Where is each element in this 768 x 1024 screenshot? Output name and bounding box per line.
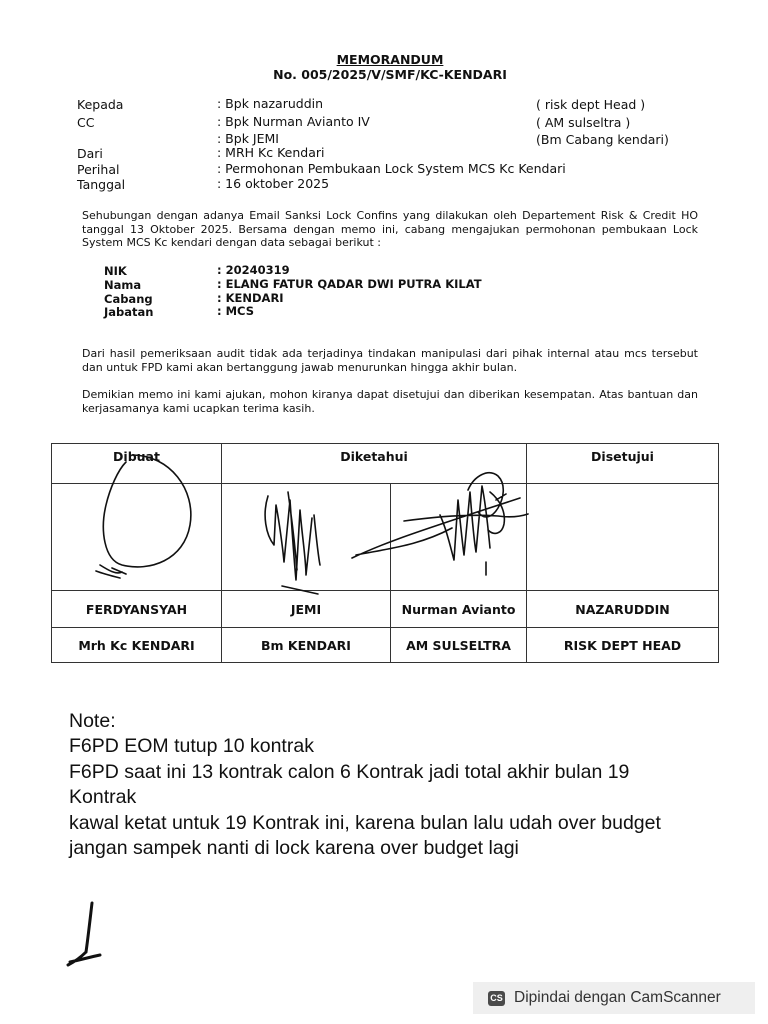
note-line-6: jangan sampek nanti di lock karena over budget lagi: [69, 837, 519, 859]
signature-cell-risk: [527, 484, 719, 591]
header-note-cc-2: (Bm Cabang kendari): [536, 132, 669, 147]
header-value-cc-2: : Bpk JEMI: [217, 131, 279, 146]
note-line-1: Note:: [69, 710, 116, 732]
header-label-tanggal: Tanggal: [77, 177, 126, 192]
closing-paragraph: Demikian memo ini kami ajukan, mohon kiranya dapat disetujui dan diberikan kesempatan. Atas bantuan dan kerjasamanya kami ucapkan terima kasih.: [82, 388, 698, 415]
note-line-2: F6PD EOM tutup 10 kontrak: [69, 735, 314, 757]
employee-label-nik: NIK: [104, 264, 127, 278]
employee-value-jabatan: : MCS: [217, 304, 254, 318]
signer-role-am: AM SULSELTRA: [391, 628, 527, 663]
signature-cell-maker: [52, 484, 222, 591]
employee-label-jabatan: Jabatan: [104, 305, 154, 319]
header-label-perihal: Perihal: [77, 162, 120, 177]
signer-role-mrh: Mrh Kc KENDARI: [52, 628, 222, 663]
signature-table: [51, 443, 719, 663]
camscanner-text: Dipindai dengan CamScanner: [514, 989, 721, 1006]
note-line-5: kawal ketat untuk 19 Kontrak ini, karena bulan lalu udah over budget: [69, 812, 661, 834]
note-line-3: F6PD saat ini 13 kontrak calon 6 Kontrak jadi total akhir bulan 19: [69, 761, 630, 783]
signer-name-jemi: JEMI: [222, 591, 391, 628]
header-value-dari: : MRH Kc Kendari: [217, 145, 325, 160]
memo-title: MEMORANDUM: [336, 52, 444, 67]
signature-cell-am: [391, 484, 527, 591]
note-line-4: Kontrak: [69, 786, 137, 808]
header-value-perihal: : Permohonan Pembukaan Lock System MCS Kc Kendari: [217, 161, 566, 176]
signer-name-nazaruddin: NAZARUDDIN: [527, 591, 719, 628]
header-note-kepada: ( risk dept Head ): [536, 97, 646, 112]
header-label-dari: Dari: [77, 146, 103, 161]
header-value-kepada: : Bpk nazaruddin: [217, 96, 324, 111]
memo-number: No. 005/2025/V/SMF/KC-KENDARI: [273, 67, 507, 82]
header-dibuat: Dibuat: [52, 444, 222, 484]
employee-value-nik: : 20240319: [217, 263, 290, 277]
header-value-tanggal: : 16 oktober 2025: [217, 176, 330, 191]
employee-value-nama: : ELANG FATUR QADAR DWI PUTRA KILAT: [217, 277, 482, 291]
audit-paragraph: Dari hasil pemeriksaan audit tidak ada terjadinya tindakan manipulasi dari pihak internal atau mcs tersebut dan untuk FPD kami akan bertanggung jawab menurunkan hingga akhir bulan.: [82, 347, 698, 374]
camscanner-watermark: [473, 982, 755, 1014]
signature-cell-bm: [222, 484, 391, 591]
signer-name-ferdyansyah: FERDYANSYAH: [52, 591, 222, 628]
header-label-kepada: Kepada: [77, 97, 124, 112]
employee-value-cabang: : KENDARI: [217, 291, 284, 305]
header-diketahui: Diketahui: [222, 444, 527, 484]
header-label-cc: CC: [77, 115, 95, 130]
signer-name-nurman: Nurman Avianto: [391, 591, 527, 628]
intro-paragraph: Sehubungan dengan adanya Email Sanksi Lock Confins yang dilakukan oleh Departement Risk & Credit HO tanggal 13 Oktober 2025. Bersama dengan memo ini, cabang mengajukan permohonan pembukaan Lock System MCS Kc kendari dengan data sebagai berikut :: [82, 209, 698, 249]
handwritten-mark: [68, 903, 100, 965]
header-note-cc-1: ( AM sulseltra ): [536, 115, 631, 130]
signer-role-bm: Bm KENDARI: [222, 628, 391, 663]
employee-label-cabang: Cabang: [104, 292, 153, 306]
header-disetujui: Disetujui: [527, 444, 719, 484]
employee-label-nama: Nama: [104, 278, 142, 292]
header-value-cc-1: : Bpk Nurman Avianto IV: [217, 114, 370, 129]
signer-role-risk: RISK DEPT HEAD: [527, 628, 719, 663]
camscanner-logo-icon: CS: [488, 991, 505, 1006]
